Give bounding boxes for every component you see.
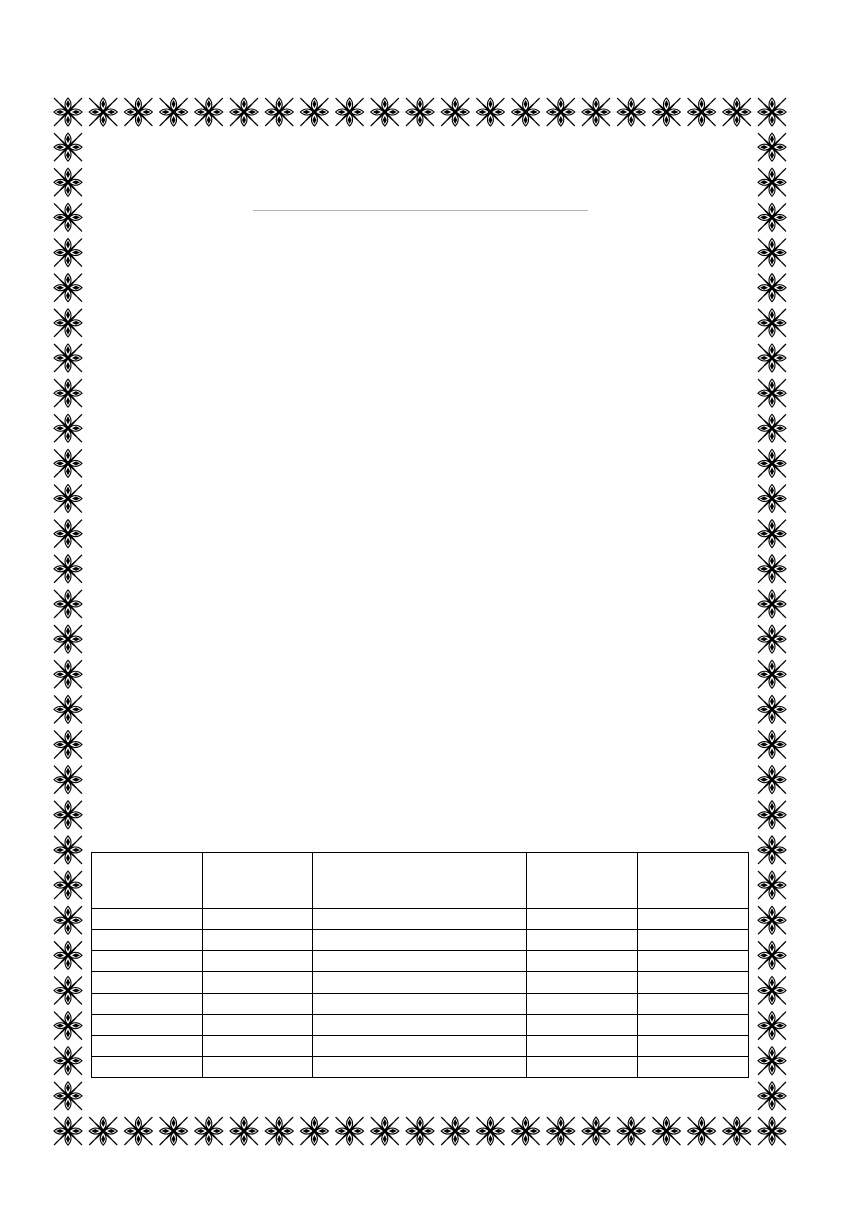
flower-tile-icon: [53, 976, 83, 1006]
flower-tile-icon: [405, 1116, 435, 1146]
flower-tile-icon: [616, 1116, 646, 1146]
flower-tile-icon: [757, 484, 787, 514]
flower-tile-icon: [757, 1116, 787, 1146]
flower-tile-icon: [757, 976, 787, 1006]
flower-tile-icon: [370, 97, 400, 127]
flower-tile-icon: [405, 97, 435, 127]
flower-tile-icon: [757, 1081, 787, 1111]
table-row: [92, 993, 749, 1014]
table-cell: [313, 930, 527, 951]
flower-tile-icon: [53, 448, 83, 478]
flower-tile-icon: [757, 730, 787, 760]
table-cell: [638, 1056, 749, 1077]
flower-tile-icon: [53, 940, 83, 970]
table-cell: [92, 972, 203, 993]
table-cell: [313, 1014, 527, 1035]
flower-tile-icon: [757, 800, 787, 830]
table-header-cell: [92, 853, 203, 909]
table-row: [92, 1035, 749, 1056]
flower-tile-icon: [194, 1116, 224, 1146]
flower-tile-icon: [88, 97, 118, 127]
flower-tile-icon: [757, 624, 787, 654]
flower-tile-icon: [546, 1116, 576, 1146]
table-cell: [527, 930, 638, 951]
table-body: [92, 909, 749, 1078]
table-cell: [638, 930, 749, 951]
flower-tile-icon: [53, 167, 83, 197]
table-cell: [92, 930, 203, 951]
flower-tile-icon: [159, 97, 189, 127]
table-cell: [527, 951, 638, 972]
flower-tile-icon: [581, 97, 611, 127]
table-header-cell: [638, 853, 749, 909]
flower-tile-icon: [264, 97, 294, 127]
table-cell: [92, 1035, 203, 1056]
flower-tile-icon: [757, 870, 787, 900]
flower-tile-icon: [53, 97, 83, 127]
table-cell: [527, 993, 638, 1014]
flower-tile-icon: [757, 835, 787, 865]
table-cell: [527, 1056, 638, 1077]
flower-tile-icon: [757, 659, 787, 689]
flower-tile-icon: [651, 1116, 681, 1146]
flower-tile-icon: [53, 835, 83, 865]
table-cell: [92, 993, 203, 1014]
flower-tile-icon: [370, 1116, 400, 1146]
table-cell: [203, 1014, 313, 1035]
document-title: [253, 186, 588, 208]
flower-tile-icon: [53, 202, 83, 232]
flower-tile-icon: [53, 308, 83, 338]
flower-tile-icon: [53, 765, 83, 795]
table-cell: [638, 1014, 749, 1035]
flower-tile-icon: [440, 97, 470, 127]
flower-tile-icon: [511, 97, 541, 127]
table-row: [92, 1056, 749, 1077]
flower-tile-icon: [757, 167, 787, 197]
record-table: [91, 852, 749, 1078]
title-underline: [253, 210, 588, 211]
flower-tile-icon: [616, 97, 646, 127]
table-row: [92, 930, 749, 951]
flower-tile-icon: [757, 413, 787, 443]
flower-tile-icon: [53, 659, 83, 689]
flower-tile-icon: [475, 1116, 505, 1146]
flower-tile-icon: [53, 519, 83, 549]
flower-tile-icon: [335, 1116, 365, 1146]
table-cell: [313, 972, 527, 993]
flower-tile-icon: [53, 1046, 83, 1076]
flower-tile-icon: [581, 1116, 611, 1146]
flower-tile-icon: [651, 97, 681, 127]
table-cell: [313, 909, 527, 930]
table-cell: [527, 972, 638, 993]
flower-tile-icon: [53, 870, 83, 900]
flower-tile-icon: [53, 1081, 83, 1111]
flower-tile-icon: [53, 730, 83, 760]
flower-tile-icon: [757, 519, 787, 549]
table-cell: [313, 1056, 527, 1077]
flower-tile-icon: [757, 132, 787, 162]
flower-tile-icon: [335, 97, 365, 127]
table-cell: [638, 972, 749, 993]
flower-tile-icon: [757, 97, 787, 127]
flower-tile-icon: [722, 1116, 752, 1146]
flower-tile-icon: [123, 1116, 153, 1146]
table-cell: [638, 1035, 749, 1056]
table-header-cell: [313, 853, 527, 909]
flower-tile-icon: [88, 1116, 118, 1146]
flower-tile-icon: [757, 273, 787, 303]
flower-tile-icon: [53, 589, 83, 619]
flower-tile-icon: [53, 905, 83, 935]
flower-tile-icon: [299, 1116, 329, 1146]
flower-tile-icon: [757, 343, 787, 373]
table-cell: [203, 1056, 313, 1077]
flower-tile-icon: [229, 1116, 259, 1146]
flower-tile-icon: [53, 554, 83, 584]
table-row: [92, 972, 749, 993]
flower-tile-icon: [53, 378, 83, 408]
flower-tile-icon: [757, 694, 787, 724]
flower-tile-icon: [475, 97, 505, 127]
flower-tile-icon: [229, 97, 259, 127]
flower-tile-icon: [159, 1116, 189, 1146]
flower-tile-icon: [53, 273, 83, 303]
flower-tile-icon: [440, 1116, 470, 1146]
flower-tile-icon: [757, 202, 787, 232]
flower-tile-icon: [53, 132, 83, 162]
table-header-row: [92, 853, 749, 909]
flower-tile-icon: [511, 1116, 541, 1146]
flower-tile-icon: [53, 624, 83, 654]
table-cell: [638, 951, 749, 972]
flower-tile-icon: [264, 1116, 294, 1146]
flower-tile-icon: [53, 413, 83, 443]
flower-tile-icon: [757, 1046, 787, 1076]
table-cell: [203, 909, 313, 930]
flower-tile-icon: [53, 1116, 83, 1146]
table-cell: [92, 951, 203, 972]
table-row: [92, 1014, 749, 1035]
table-cell: [203, 993, 313, 1014]
table-cell: [638, 993, 749, 1014]
flower-tile-icon: [194, 97, 224, 127]
flower-tile-icon: [53, 1011, 83, 1041]
table-row: [92, 951, 749, 972]
flower-tile-icon: [123, 97, 153, 127]
flower-tile-icon: [757, 448, 787, 478]
flower-tile-icon: [53, 484, 83, 514]
table-row: [92, 909, 749, 930]
table-cell: [527, 1035, 638, 1056]
table-cell: [313, 1035, 527, 1056]
flower-tile-icon: [53, 238, 83, 268]
flower-tile-icon: [299, 97, 329, 127]
flower-tile-icon: [722, 97, 752, 127]
table-cell: [527, 909, 638, 930]
table-header-cell: [203, 853, 313, 909]
table-cell: [203, 951, 313, 972]
flower-tile-icon: [757, 905, 787, 935]
flower-tile-icon: [757, 1011, 787, 1041]
flower-tile-icon: [53, 694, 83, 724]
flower-tile-icon: [757, 238, 787, 268]
flower-tile-icon: [687, 1116, 717, 1146]
flower-tile-icon: [757, 378, 787, 408]
table-cell: [203, 930, 313, 951]
table-cell: [92, 1056, 203, 1077]
table-cell: [313, 993, 527, 1014]
table-cell: [203, 972, 313, 993]
table-cell: [313, 951, 527, 972]
table-cell: [638, 909, 749, 930]
table-cell: [92, 909, 203, 930]
flower-tile-icon: [53, 343, 83, 373]
flower-tile-icon: [687, 97, 717, 127]
flower-tile-icon: [757, 554, 787, 584]
flower-tile-icon: [546, 97, 576, 127]
flower-tile-icon: [53, 800, 83, 830]
table-cell: [527, 1014, 638, 1035]
table-header-cell: [527, 853, 638, 909]
flower-tile-icon: [757, 940, 787, 970]
flower-tile-icon: [757, 589, 787, 619]
flower-tile-icon: [757, 308, 787, 338]
table-cell: [203, 1035, 313, 1056]
flower-tile-icon: [757, 765, 787, 795]
table-cell: [92, 1014, 203, 1035]
